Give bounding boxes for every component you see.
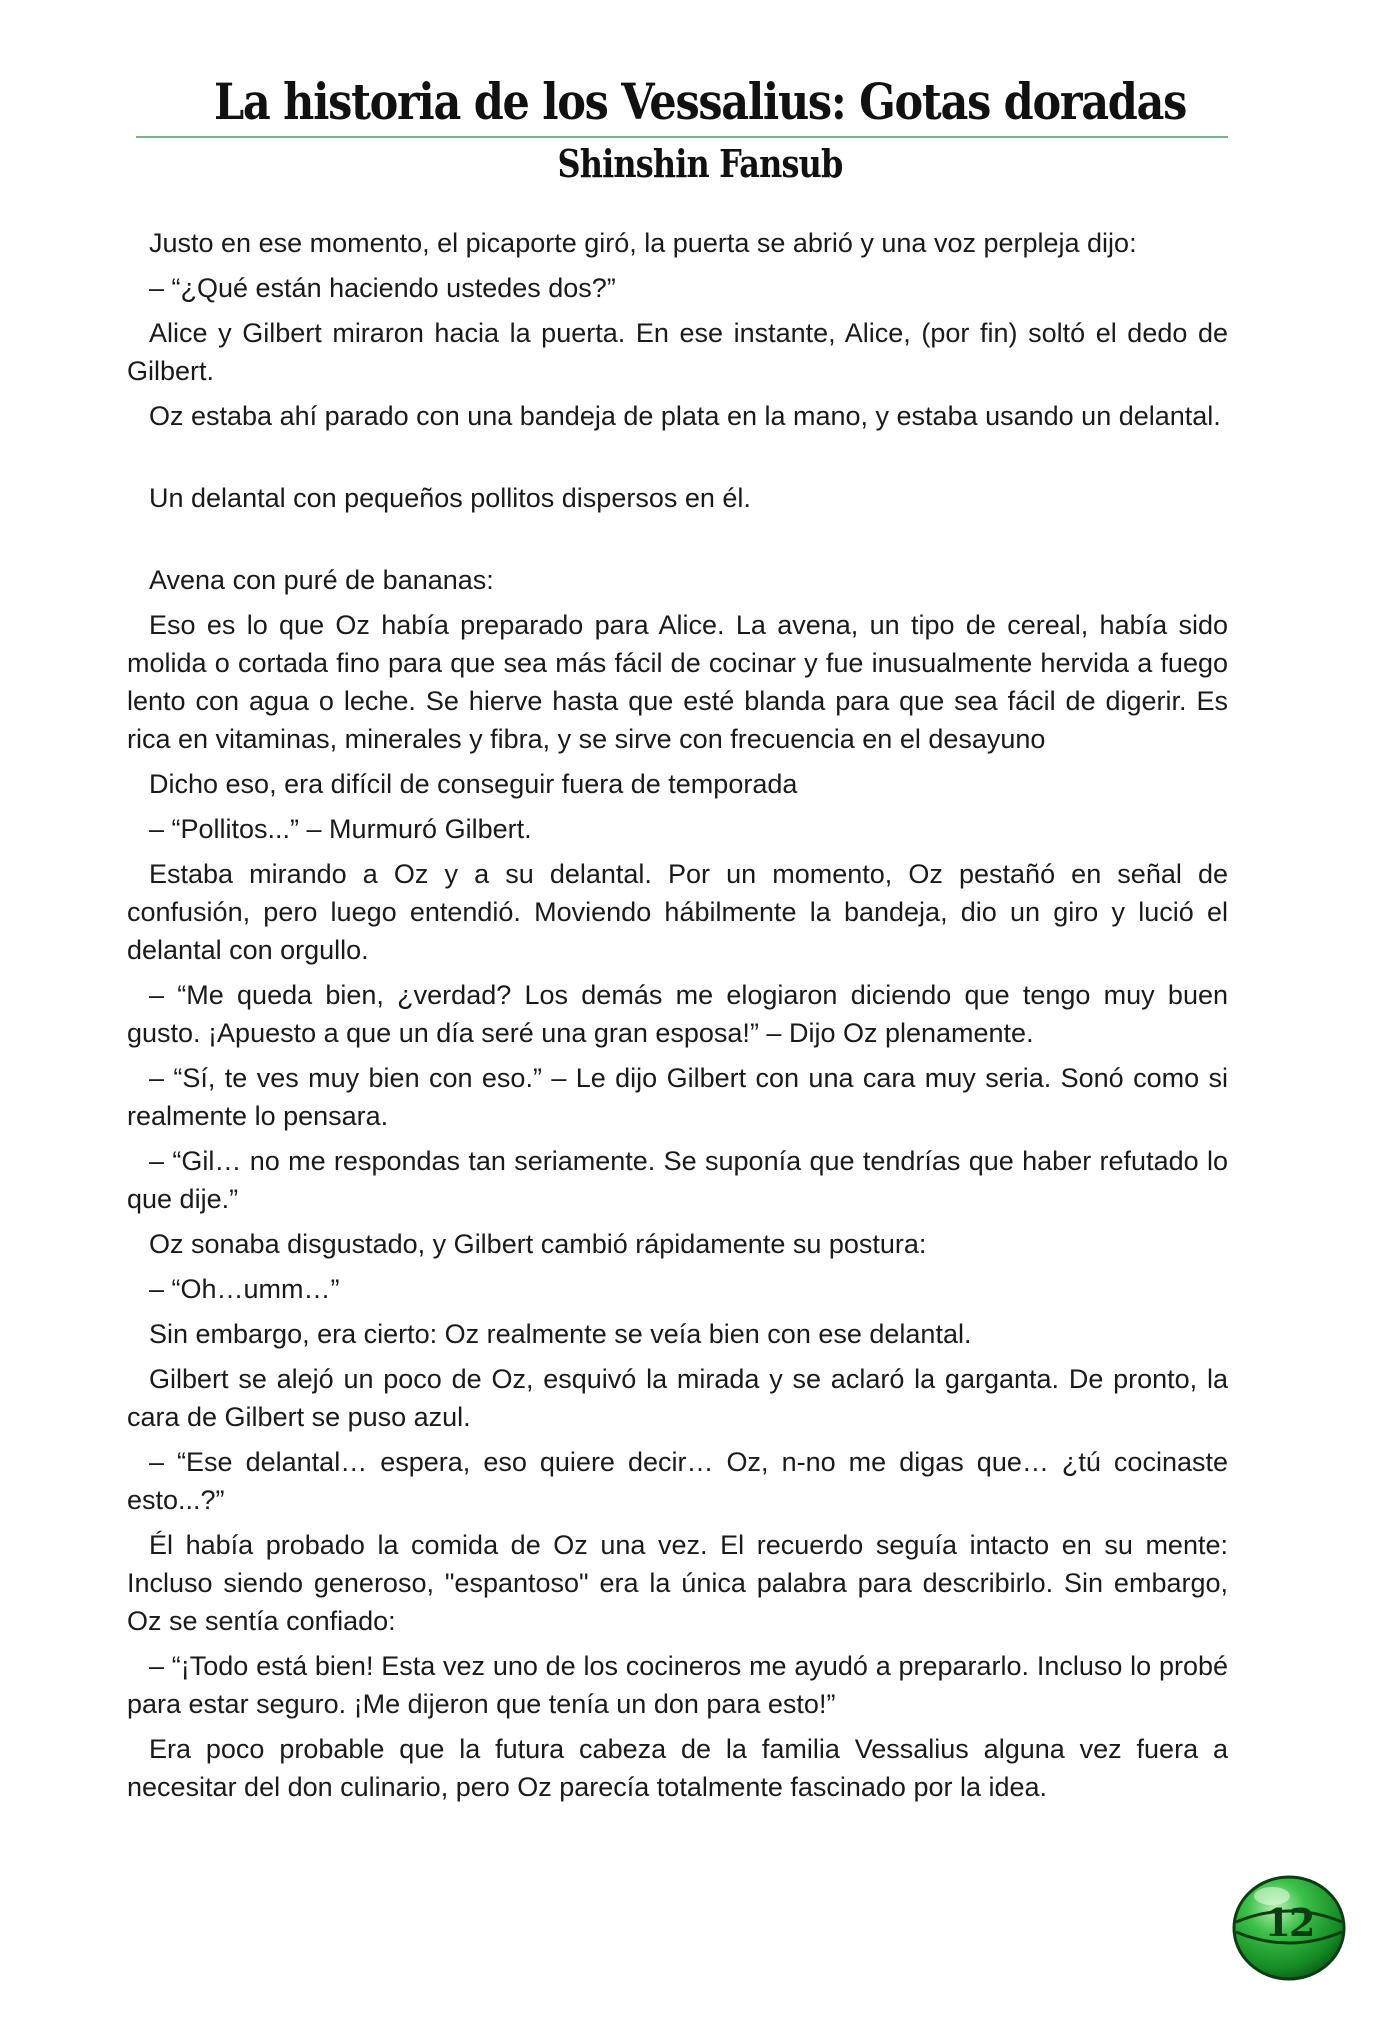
paragraph: Oz sonaba disgustado, y Gilbert cambió rápidamente su postura: <box>149 1229 927 1259</box>
body-text <box>127 224 1228 1813</box>
paragraph: Eso es lo que Oz había preparado para Alice. La avena, un tipo de cereal, había sido molida o cortada fino para que sea más fácil de cocinar y fue inusualmente hervida a fuego lento con agua o leche. Se hierve hasta que esté blanda para que sea fácil de digerir. Es rica en vitaminas, minerales y fibra, y se sirve con frecuencia en el desayuno <box>127 610 1228 754</box>
paragraph: Un delantal con pequeños pollitos dispersos en él. <box>149 483 751 513</box>
paragraph: Él había probado la comida de Oz una vez. El recuerdo seguía intacto en su mente: Incluso siendo generoso, "espantoso" era la única palabra para describirlo. Sin embargo, Oz se sentía confiado: <box>127 1530 1228 1636</box>
paragraph: Justo en ese momento, el picaporte giró, la puerta se abrió y una voz perpleja dijo: <box>149 228 1137 258</box>
paragraph: – “¡Todo está bien! Esta vez uno de los cocineros me ayudó a prepararlo. Incluso lo probé para estar seguro. ¡Me dijeron que tenía un don para esto!” <box>127 1651 1228 1719</box>
paragraph: – “Ese delantal… espera, eso quiere decir… Oz, n-no me digas que… ¿tú cocinaste esto...?” <box>127 1447 1228 1515</box>
title-rule <box>136 136 1228 138</box>
paragraph: Sin embargo, era cierto: Oz realmente se veía bien con ese delantal. <box>149 1319 972 1349</box>
paragraph: Era poco probable que la futura cabeza de la familia Vessalius alguna vez fuera a necesitar del don culinario, pero Oz parecía totalmente fascinado por la idea. <box>127 1734 1228 1802</box>
document-title: La historia de los Vessalius: Gotas doradas <box>213 72 1187 131</box>
page-number: 12 <box>1264 1900 1314 1945</box>
paragraph: – “Sí, te ves muy bien con eso.” – Le dijo Gilbert con una cara muy seria. Sonó como si realmente lo pensara. <box>127 1063 1228 1131</box>
paragraph: Gilbert se alejó un poco de Oz, esquivó la mirada y se aclaró la garganta. De pronto, la cara de Gilbert se puso azul. <box>127 1364 1228 1432</box>
paragraph: – “Oh…umm…” <box>149 1274 340 1304</box>
page-header <box>0 72 1400 188</box>
paragraph: – “¿Qué están haciendo ustedes dos?” <box>149 273 616 303</box>
paragraph: Estaba mirando a Oz y a su delantal. Por un momento, Oz pestañó en señal de confusión, pero luego entendió. Moviendo hábilmente la bandeja, dio un giro y lució el delantal con orgullo. <box>127 859 1228 965</box>
paragraph: – “Me queda bien, ¿verdad? Los demás me elogiaron diciendo que tengo muy buen gusto. ¡Apuesto a que un día seré una gran esposa!” – Dijo Oz plenamente. <box>127 980 1228 1048</box>
document-subtitle: Shinshin Fansub <box>557 141 843 186</box>
paragraph: – “Gil… no me respondas tan seriamente. Se suponía que tendrías que haber refutado lo que dije.” <box>127 1146 1228 1214</box>
paragraph: Avena con puré de bananas: <box>149 565 494 595</box>
paragraph: Alice y Gilbert miraron hacia la puerta. En ese instante, Alice, (por fin) soltó el dedo de Gilbert. <box>127 318 1228 386</box>
paragraph: – “Pollitos...” – Murmuró Gilbert. <box>149 814 532 844</box>
paragraph: Oz estaba ahí parado con una bandeja de plata en la mano, y estaba usando un delantal. <box>149 401 1221 431</box>
page-badge <box>1230 1870 1348 1982</box>
paragraph: Dicho eso, era difícil de conseguir fuera de temporada <box>149 769 798 799</box>
